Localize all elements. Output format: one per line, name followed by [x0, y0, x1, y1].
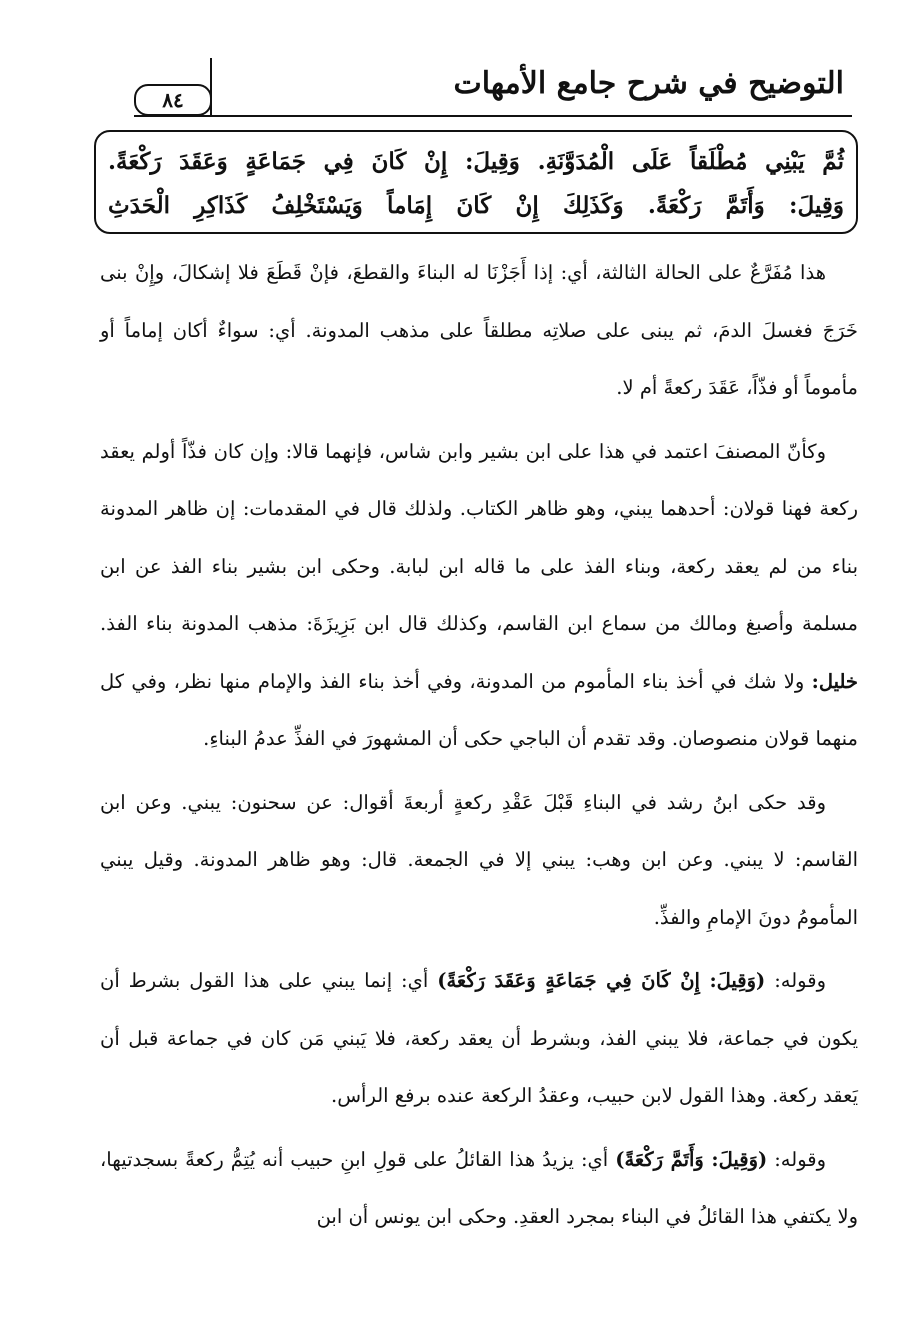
- matn-line: ثُمَّ يَبْنِي مُطْلَقاً عَلَى الْمُدَوَّنَةِ. وَقِيلَ: إِنْ كَانَ فِي جَمَاعَةٍ وَعَقَدَ رَكْعَةً.: [108, 148, 844, 175]
- paragraph: [100, 1131, 858, 1246]
- paragraph-text: أي: إنما يبني على هذا القول بشرط أن يكون في جماعة، فلا يبني الفذ، وبشرط أن يعقد ركعة، فلا يَبني مَن كان في جماعة قبل أن يَعقد ركعة. وهذا القول لابن حبيب، وعقدُ الركعة عنده برفع الرأس.: [100, 969, 858, 1107]
- running-title: التوضيح في شرح جامع الأمهات: [453, 66, 844, 101]
- matn-quote: (وَقِيلَ: وَأَتَمَّ رَكْعَةً): [615, 1147, 768, 1171]
- matn-line: وَقِيلَ: وَأَتَمَّ رَكْعَةً. وَكَذَلِكَ إِنْ كَانَ إِمَاماً وَيَسْتَخْلِفُ كَذَاكِرِ الْحَدَثِ: [108, 192, 844, 219]
- paragraph-text: وقوله:: [774, 969, 826, 992]
- paragraph: [100, 774, 858, 947]
- header-rule-vertical: [210, 58, 212, 116]
- paragraph-text: أي: يزيدُ هذا القائلُ على قولِ ابنِ حبيب أنه يُتِمُّ ركعةً بسجدتيها، ولا يكتفي هذا القائلُ في البناء بمجرد العقدِ. وحكى ابن يونس أن ابن: [100, 1147, 858, 1228]
- paragraph: [100, 423, 858, 768]
- paragraph-text: وقد حكى ابنُ رشد في البناءِ قَبْلَ عَقْدِ ركعةٍ أربعةَ أقوال: عن سحنون: يبني. وعن ابن القاسم: لا يبني. وعن ابن وهب: يبني إلا في الجمعة. قال: وهو ظاهر المدونة. وقيل يبني المأمومُ دونَ الإمامِ والفذِّ.: [100, 790, 858, 929]
- paragraph-text: هذا مُفَرَّعٌ على الحالة الثالثة، أي: إذا أَجَزْنَا له البناءَ والقطعَ، فإنْ قَطَعَ فلا إشكالَ، وإِنْ بنى خَرَجَ فغسلَ الدمَ، ثم يبنى على صلاتِه مطلقاً على مذهب المدونة. أي: سواءٌ أكان إماماً أو مأموماً أو فذّاً، عَقَدَ ركعةً أم لا.: [100, 261, 858, 399]
- matn-text-box: [94, 130, 858, 234]
- paragraph-text: ولا شك في أخذ بناء المأموم من المدونة، وفي أخذ بناء الفذ والإمام منها نظر، وفي كل منهما قولان منصوصان. وقد تقدم أن الباجي حكى أن المشهورَ في الفذِّ عدمُ البناءِ.: [100, 669, 858, 750]
- commentary-body: [100, 244, 858, 1252]
- paragraph-text: وقوله:: [774, 1147, 827, 1171]
- matn-quote: (وَقِيلَ: إِنْ كَانَ فِي جَمَاعَةٍ وَعَقَدَ رَكْعَةً): [437, 969, 766, 992]
- paragraph: [100, 952, 858, 1125]
- page-header: [82, 58, 852, 120]
- paragraph-text: وكأنّ المصنفَ اعتمد في هذا على ابن بشير وابن شاس، فإنهما قالا: وإن كان فذّاً أولم يعقد ركعة فهنا قولان: أحدهما يبني، وهو ظاهر الكتاب. ولذلك قال في المقدمات: إن ظاهر المدونة بناء من لم يعقد ركعة، وبناء الفذ على ما قاله ابن لبابة. وحكى ابن بشير بناء الفذ عن ابن مسلمة وأصبغ ومالك من سماع ابن القاسم، وكذلك قال ابن بَزِيزَةَ: مذهب المدونة بناء الفذ.: [100, 439, 858, 635]
- paragraph: [100, 244, 858, 417]
- page-number: ٨٤: [134, 84, 212, 116]
- khalil-label: خليل:: [811, 669, 858, 693]
- header-rule: [134, 115, 852, 117]
